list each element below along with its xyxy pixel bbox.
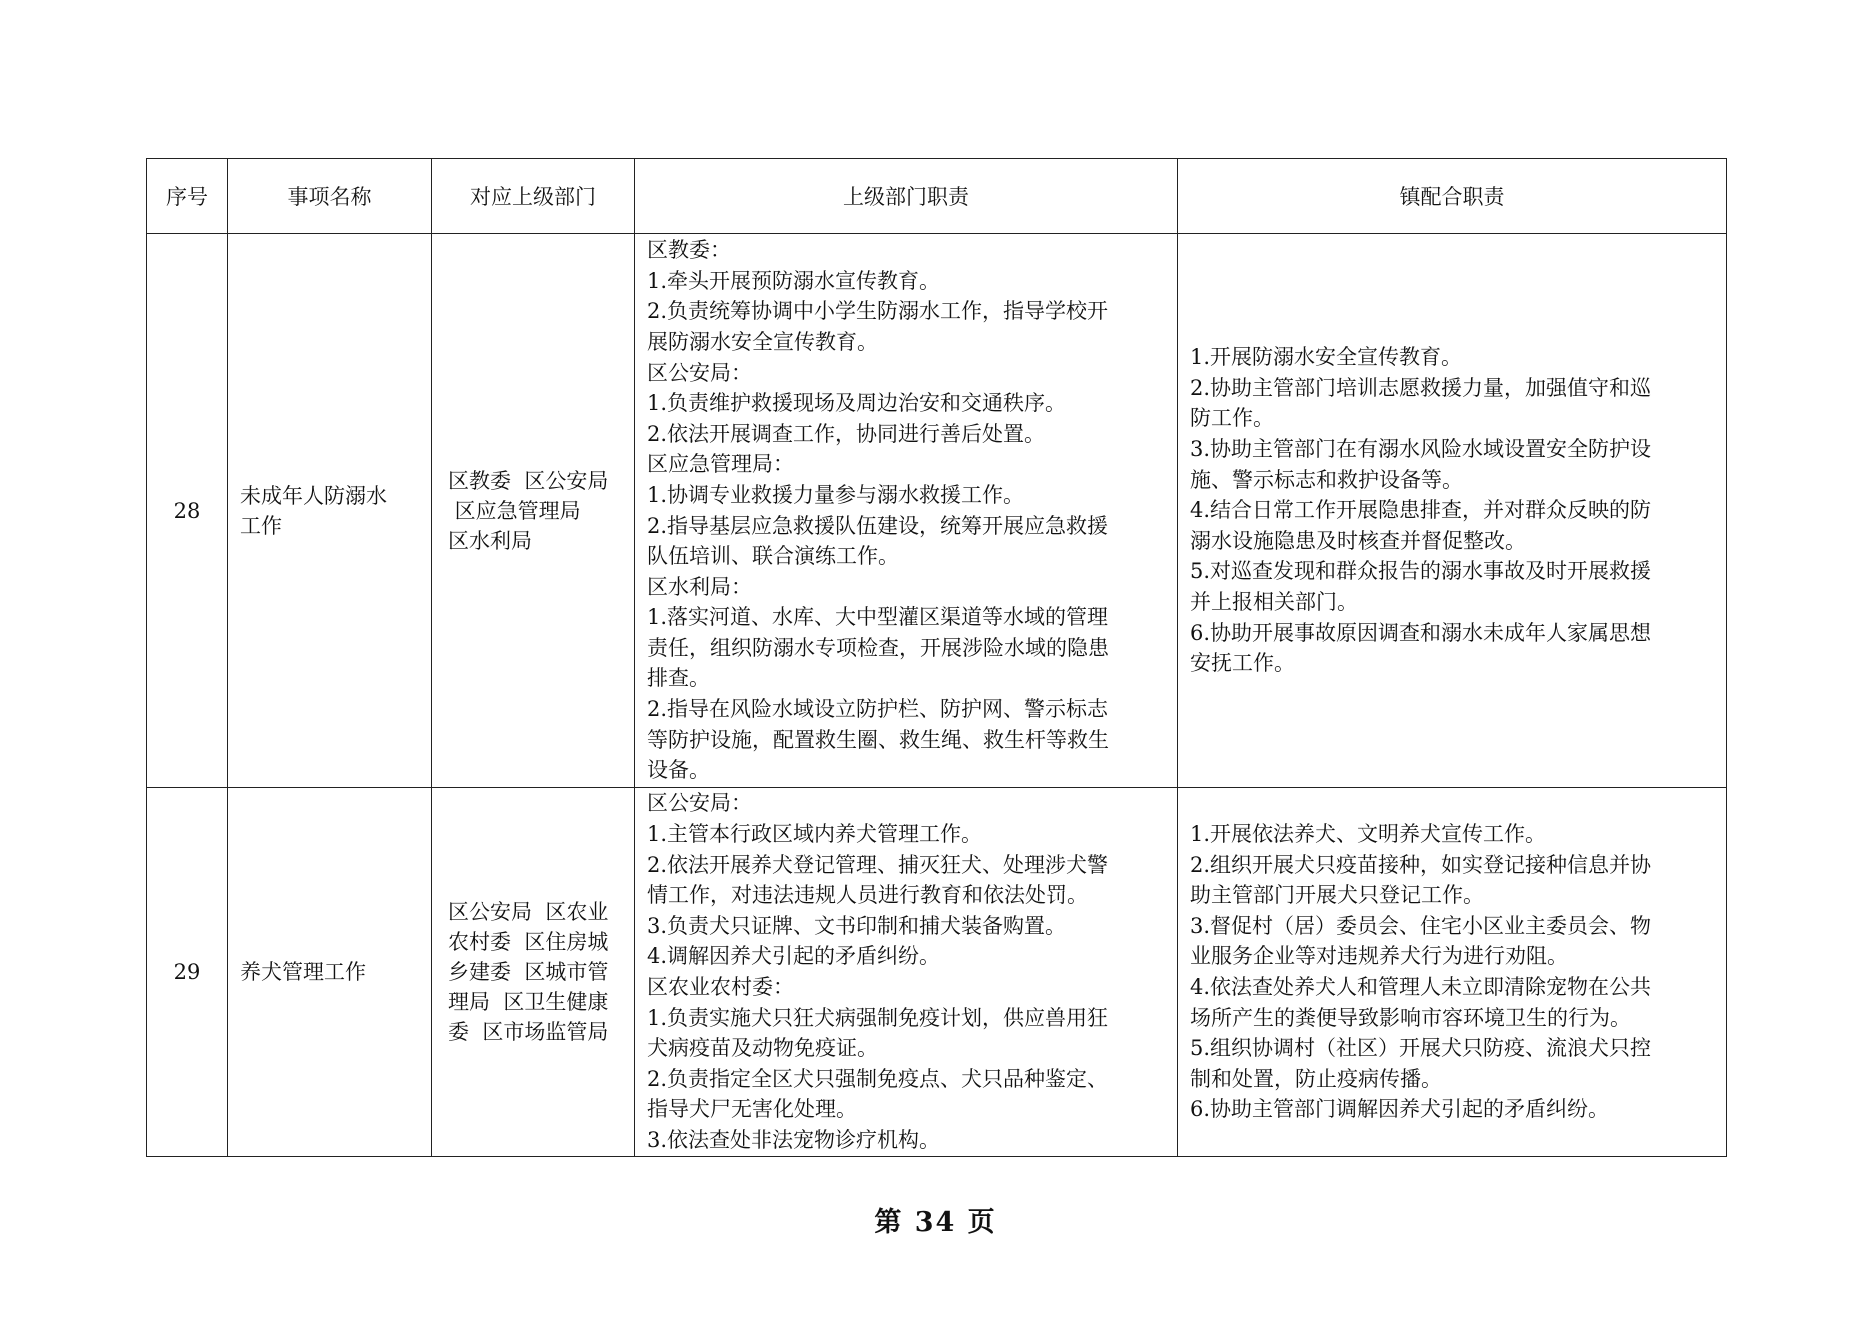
dept-line: 农村委 区住房城 xyxy=(448,930,609,954)
duties-table xyxy=(146,158,1727,1157)
dept-line: 委 区市场监管局 xyxy=(448,1020,609,1044)
duty-line: 3.依法查处非法宠物诊疗机构。 xyxy=(647,1127,941,1152)
duty-line: 区农业农村委： xyxy=(647,975,794,999)
duty-line: 责任，组织防溺水专项检查，开展涉险水域的隐患 xyxy=(647,635,1109,660)
duty-line: 设备。 xyxy=(647,758,710,783)
duty-line: 2.指导在风险水域设立防护栏、防护网、警示标志 xyxy=(647,697,1109,722)
duty-line: 助主管部门开展犬只登记工作。 xyxy=(1190,883,1484,908)
header-no: 序号 xyxy=(147,159,228,234)
duty-line: 区公安局： xyxy=(647,360,752,385)
duty-line: 3.督促村（居）委员会、住宅小区业主委员会、物 xyxy=(1190,913,1652,938)
item-name-line: 养犬管理工作 xyxy=(240,960,366,984)
duty-line: 5.对巡查发现和群众报告的溺水事故及时开展救援 xyxy=(1190,559,1652,584)
item-name xyxy=(228,234,432,788)
duty-line: 队伍培训、联合演练工作。 xyxy=(647,544,899,569)
duty-line: 溺水设施隐患及时核查并督促整改。 xyxy=(1190,528,1526,553)
page-number: 第 34 页 xyxy=(874,1207,997,1238)
duty-line: 2.负责指定全区犬只强制免疫点、犬只品种鉴定、 xyxy=(647,1066,1109,1091)
duty-line: 1.负责实施犬只狂犬病强制免疫计划，供应兽用狂 xyxy=(647,1005,1109,1030)
duty-line: 制和处置，防止疫病传播。 xyxy=(1190,1066,1442,1091)
duty-line: 6.协助开展事故原因调查和溺水未成年人家属思想 xyxy=(1190,620,1652,645)
duty-line: 1.落实河道、水库、大中型灌区渠道等水域的管理 xyxy=(647,605,1109,630)
duty-line: 情工作，对违法违规人员进行教育和依法处罚。 xyxy=(647,883,1088,908)
duty-line: 区教委： xyxy=(647,238,731,263)
item-name-line: 工作 xyxy=(240,513,282,538)
duty-line: 区应急管理局： xyxy=(647,452,794,477)
duty-line: 展防溺水安全宣传教育。 xyxy=(647,329,878,354)
duty-line: 排查。 xyxy=(647,666,710,691)
duty-line: 指导犬尸无害化处理。 xyxy=(647,1097,857,1122)
item-name-line: 未成年人防溺水 xyxy=(240,483,387,508)
duty-line: 区水利局： xyxy=(647,574,752,599)
upper-duties xyxy=(635,234,1178,788)
header-item-name: 事项名称 xyxy=(228,159,432,234)
duty-line: 2.指导基层应急救援队伍建设，统筹开展应急救援 xyxy=(647,513,1109,538)
duty-line: 4.调解因养犬引起的矛盾纠纷。 xyxy=(647,944,941,969)
header-upper-dept: 对应上级部门 xyxy=(432,159,635,234)
duty-line: 4.结合日常工作开展隐患排查，并对群众反映的防 xyxy=(1190,498,1652,523)
upper-duties xyxy=(635,788,1178,1157)
duty-line: 1.协调专业救援力量参与溺水救援工作。 xyxy=(647,482,1025,507)
duty-line: 2.协助主管部门培训志愿救援力量，加强值守和巡 xyxy=(1190,375,1652,400)
header-town-duties: 镇配合职责 xyxy=(1178,159,1727,234)
table-row xyxy=(147,788,1727,1157)
duty-line: 等防护设施，配置救生圈、救生绳、救生杆等救生 xyxy=(647,727,1109,752)
row-number: 28 xyxy=(147,234,228,788)
duty-line: 区公安局： xyxy=(647,791,752,816)
duty-line: 4.依法查处养犬人和管理人未立即清除宠物在公共 xyxy=(1190,975,1652,999)
dept-line: 区教委 区公安局 xyxy=(448,468,609,493)
duty-line: 2.依法开展调查工作，协同进行善后处置。 xyxy=(647,421,1046,446)
duty-line: 防工作。 xyxy=(1190,406,1274,431)
dept-line: 理局 区卫生健康 xyxy=(448,990,609,1014)
duty-line: 3.负责犬只证牌、文书印制和捕犬装备购置。 xyxy=(647,913,1067,938)
duty-line: 2.组织开展犬只疫苗接种，如实登记接种信息并协 xyxy=(1190,852,1652,877)
duty-line: 场所产生的粪便导致影响市容环境卫生的行为。 xyxy=(1190,1005,1631,1030)
duty-line: 犬病疫苗及动物免疫证。 xyxy=(647,1036,878,1061)
duty-line: 5.组织协调村（社区）开展犬只防疫、流浪犬只控 xyxy=(1190,1036,1652,1061)
table-row xyxy=(147,234,1727,788)
dept-line: 区水利局 xyxy=(448,528,532,553)
item-name xyxy=(228,788,432,1157)
town-duties xyxy=(1178,788,1727,1157)
duty-line: 安抚工作。 xyxy=(1190,651,1295,676)
duty-line: 1.主管本行政区域内养犬管理工作。 xyxy=(647,822,983,847)
upper-departments xyxy=(432,234,635,788)
duty-line: 1.开展依法养犬、文明养犬宣传工作。 xyxy=(1190,822,1547,847)
duty-line: 施、警示标志和救护设备等。 xyxy=(1190,467,1463,492)
duty-line: 2.负责统筹协调中小学生防溺水工作，指导学校开 xyxy=(647,299,1109,324)
duty-line: 3.协助主管部门在有溺水风险水域设置安全防护设 xyxy=(1190,437,1652,462)
duty-line: 并上报相关部门。 xyxy=(1190,589,1358,614)
dept-line: 乡建委 区城市管 xyxy=(448,960,609,984)
header-upper-duties: 上级部门职责 xyxy=(635,159,1178,234)
table-header-row xyxy=(147,159,1727,234)
duty-line: 1.开展防溺水安全宣传教育。 xyxy=(1190,345,1463,370)
row-number: 29 xyxy=(147,788,228,1157)
dept-line: 区应急管理局 xyxy=(448,498,581,523)
upper-departments xyxy=(432,788,635,1157)
dept-line: 区公安局 区农业 xyxy=(448,900,609,924)
duty-line: 6.协助主管部门调解因养犬引起的矛盾纠纷。 xyxy=(1190,1097,1610,1122)
duty-line: 2.依法开展养犬登记管理、捕灭狂犬、处理涉犬警 xyxy=(647,852,1109,877)
duty-line: 1.牵头开展预防溺水宣传教育。 xyxy=(647,268,941,293)
duty-line: 业服务企业等对违规养犬行为进行劝阻。 xyxy=(1190,944,1568,969)
town-duties xyxy=(1178,234,1727,788)
duty-line: 1.负责维护救援现场及周边治安和交通秩序。 xyxy=(647,391,1067,416)
